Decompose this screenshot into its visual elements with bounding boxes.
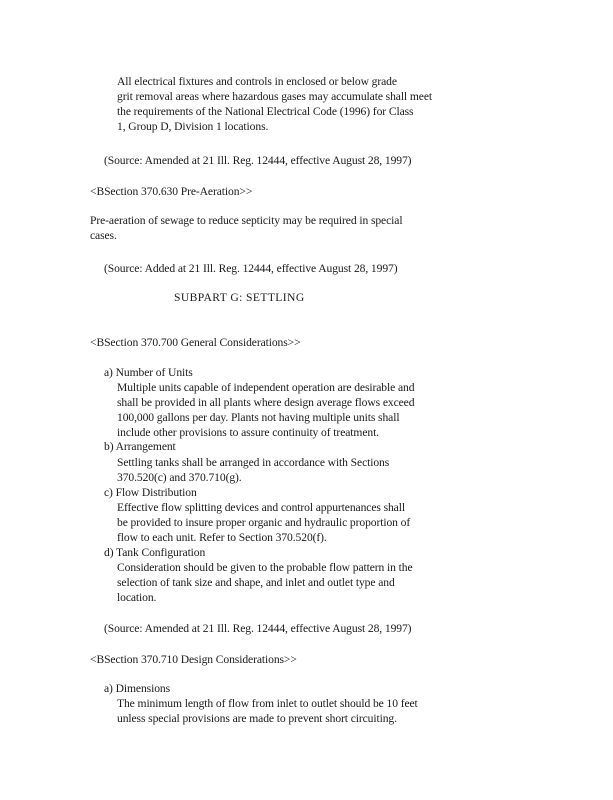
list-item-line: unless special provisions are made to prevent short circuiting. [117,712,397,725]
list-item-line: Settling tanks shall be arranged in accordance with Sections [117,456,390,469]
source-note: (Source: Amended at 21 Ill. Reg. 12444, effective August 28, 1997) [104,154,412,167]
paragraph-line: Pre-aeration of sewage to reduce septicity may be required in special [90,214,403,227]
list-item-line: 370.520(c) and 370.710(g). [117,471,242,484]
list-item-line: selection of tank size and shape, and inlet and outlet type and [117,576,395,589]
source-note: (Source: Amended at 21 Ill. Reg. 12444, effective August 28, 1997) [104,622,412,635]
list-item-title: b) Arrangement [104,440,176,453]
list-item-line: include other provisions to assure continuity of treatment. [117,426,379,439]
intro-line: grit removal areas where hazardous gases may accumulate shall meet [117,90,432,103]
list-item-line: The minimum length of flow from inlet to outlet should be 10 feet [117,697,418,710]
source-note: (Source: Added at 21 Ill. Reg. 12444, effective August 28, 1997) [104,262,398,275]
list-item-line: 100,000 gallons per day. Plants not having multiple units shall [117,411,400,424]
section-heading: <BSection 370.630 Pre-Aeration>> [90,185,253,198]
list-item-title: a) Number of Units [104,366,193,379]
subpart-heading: SUBPART G: SETTLING [174,291,305,304]
list-item-title: a) Dimensions [104,682,170,695]
list-item-line: be provided to insure proper organic and hydraulic proportion of [117,516,411,529]
list-item-line: shall be provided in all plants where design average flows exceed [117,396,415,409]
intro-line: 1, Group D, Division 1 locations. [117,120,269,133]
list-item-line: Multiple units capable of independent operation are desirable and [117,381,415,394]
paragraph-line: cases. [90,229,117,242]
list-item-line: flow to each unit. Refer to Section 370.520(f). [117,531,327,544]
intro-line: All electrical fixtures and controls in enclosed or below grade [117,75,397,88]
section-heading: <BSection 370.700 General Considerations>> [90,336,301,349]
list-item-line: Effective flow splitting devices and control appurtenances shall [117,501,405,514]
list-item-line: location. [117,591,157,604]
list-item-line: Consideration should be given to the probable flow pattern in the [117,561,413,574]
list-item-title: c) Flow Distribution [104,486,197,499]
section-heading: <BSection 370.710 Design Considerations>> [90,653,297,666]
intro-line: the requirements of the National Electrical Code (1996) for Class [117,105,414,118]
list-item-title: d) Tank Configuration [104,546,206,559]
